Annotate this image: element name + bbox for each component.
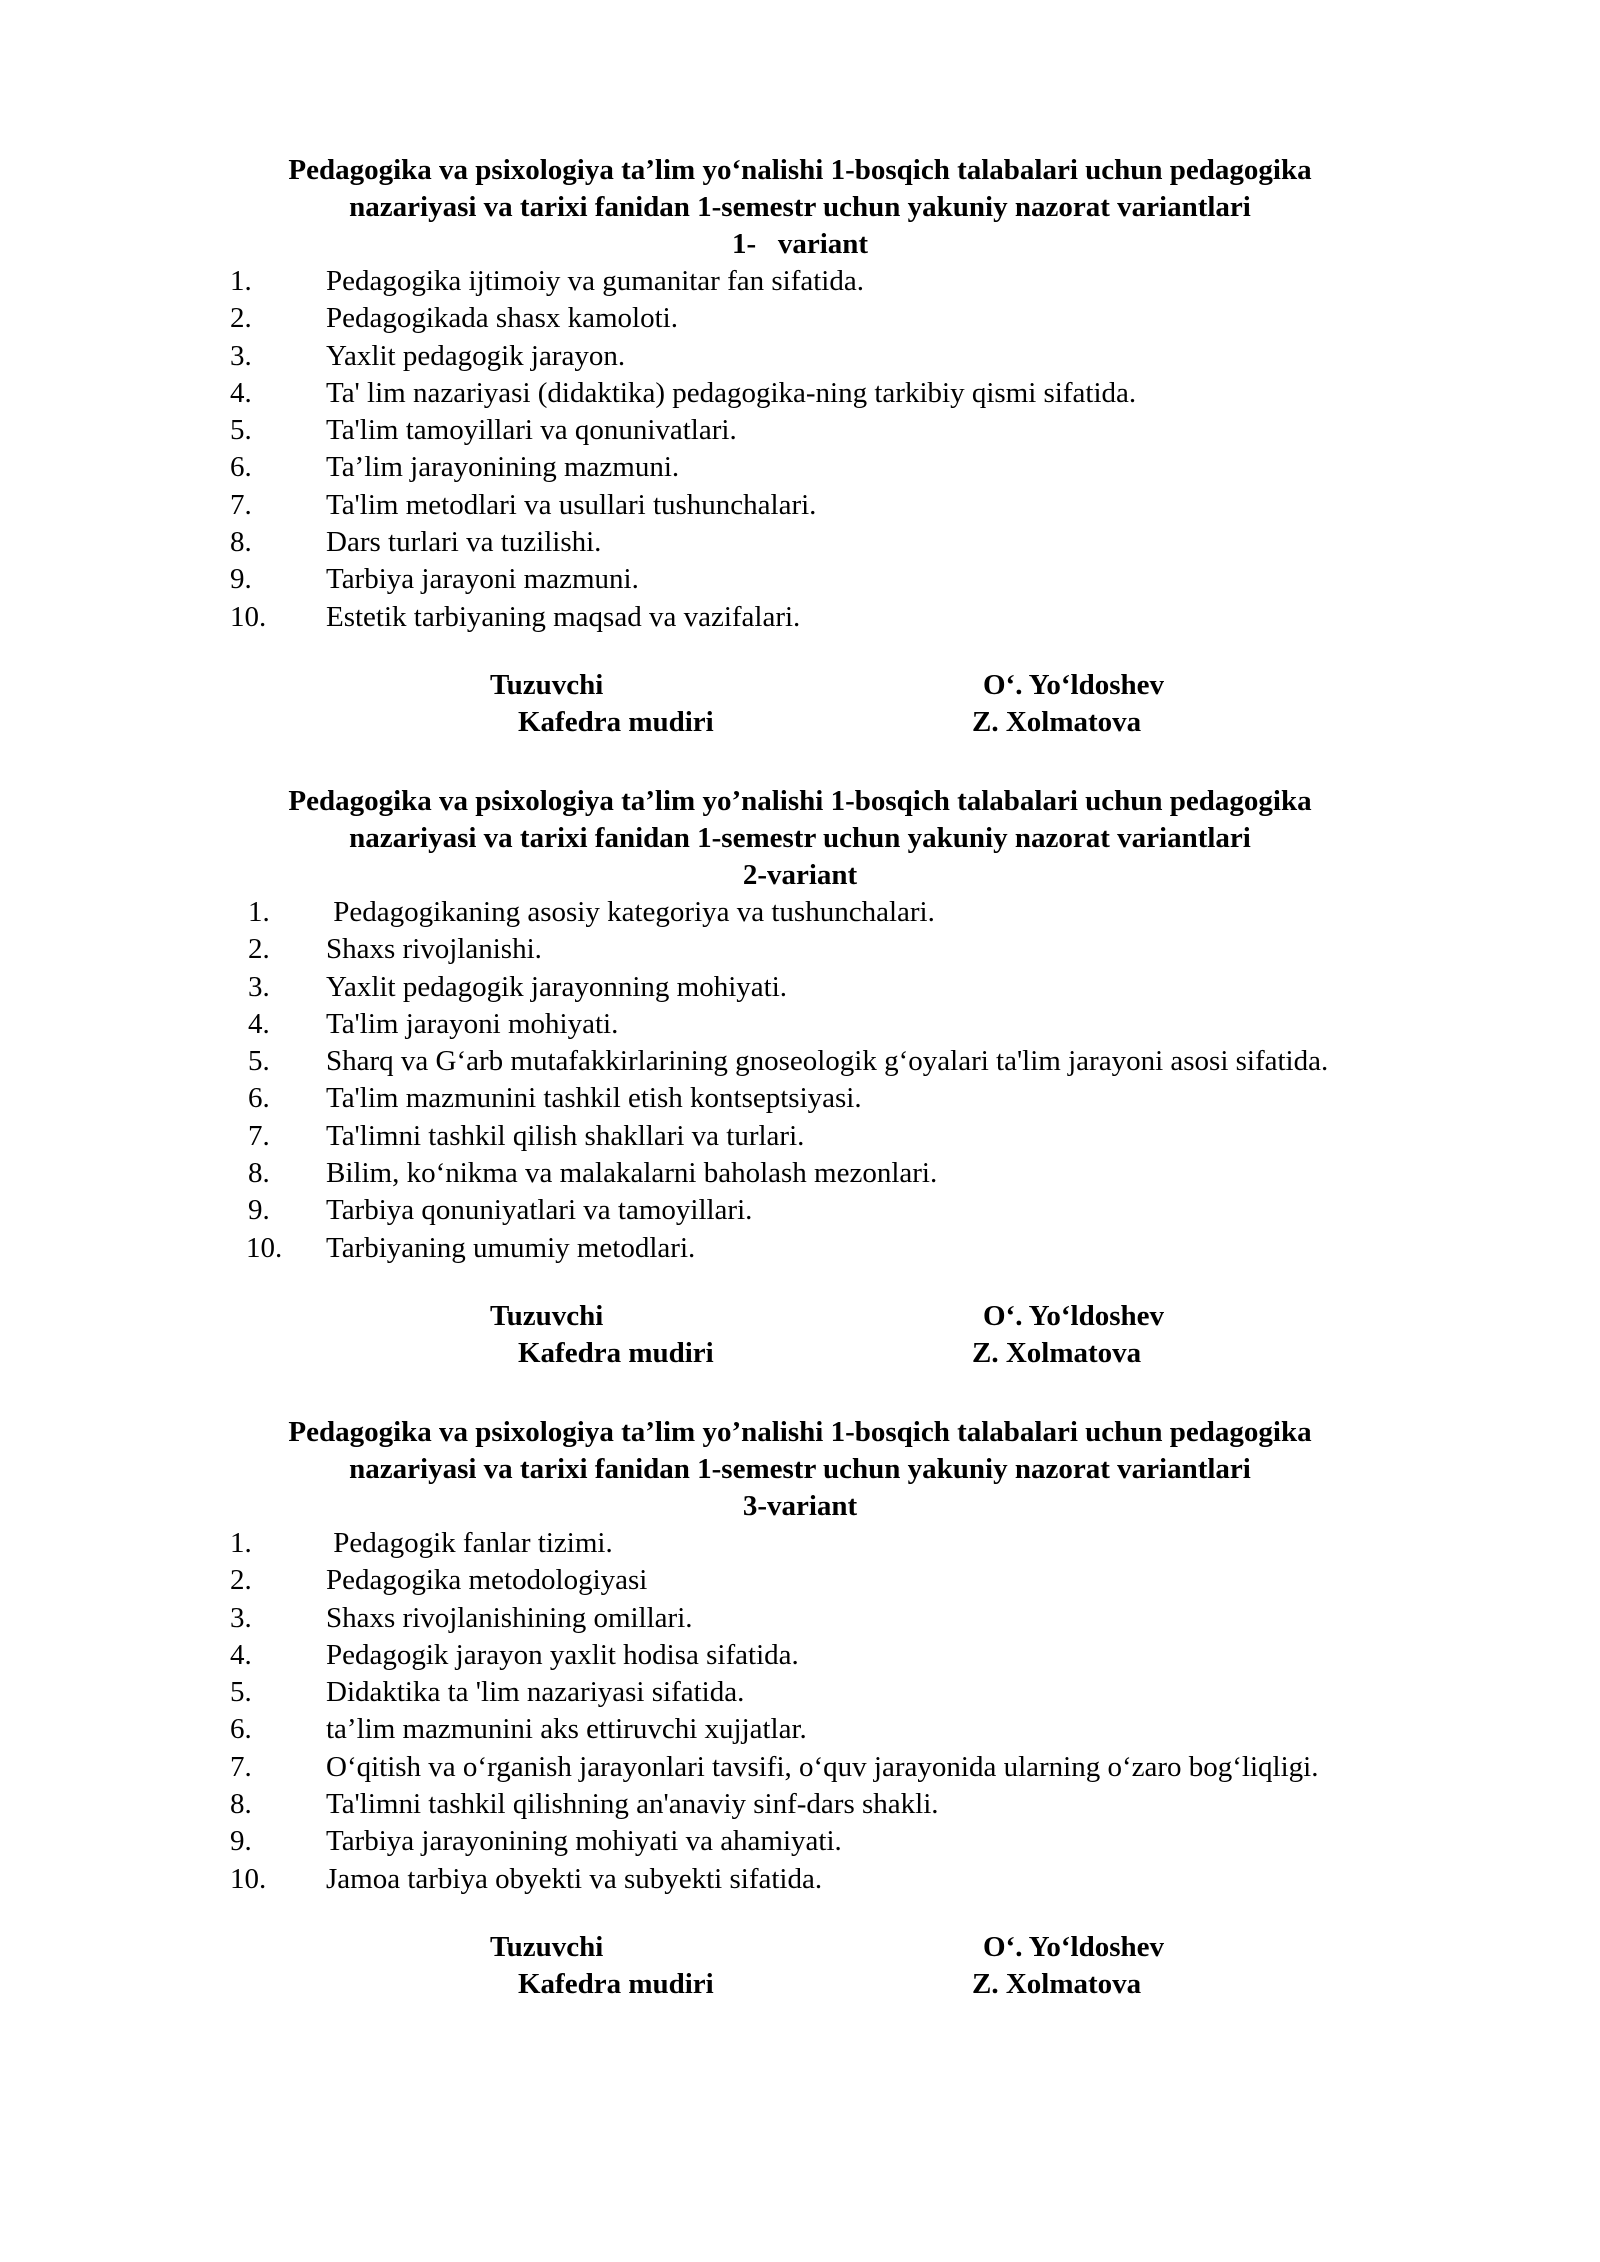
compiler-name: O‘. Yo‘ldoshev bbox=[983, 1931, 1164, 1963]
variant-label: 2-variant bbox=[742, 859, 858, 891]
list-item: 4. Ta'lim jarayoni mohiyati. bbox=[248, 1007, 619, 1040]
list-item: 6. Ta'lim mazmunini tashkil etish kontseptsiyasi. bbox=[248, 1082, 862, 1115]
list-item: 8. Ta'limni tashkil qilishning an'anaviy sinf-dars shakli. bbox=[230, 1788, 939, 1821]
list-item: 5. Didaktika ta 'lim nazariyasi sifatida. bbox=[230, 1676, 745, 1709]
variant-label: 1- variant bbox=[731, 228, 869, 260]
list-item: 6. ta’lim mazmunini aks ettiruvchi xujjatlar. bbox=[230, 1713, 807, 1746]
list-item: 5. Sharq va G‘arb mutafakkirlarining gnoseologik g‘oyalari ta'lim jarayoni asosi sifatida. bbox=[248, 1045, 1329, 1078]
list-item: 2. Pedagogika metodologiyasi bbox=[230, 1564, 648, 1597]
variant-label: 3-variant bbox=[742, 1490, 858, 1522]
heading-line-2: nazariyasi va tarixi fanidan 1-semestr uchun yakuniy nazorat variantlari bbox=[349, 822, 1251, 854]
heading-line-1: Pedagogika va psixologiya ta’lim yo‘nalishi 1-bosqich talabalari uchun pedagogika bbox=[288, 154, 1312, 186]
variant-1-signatures bbox=[0, 667, 1600, 743]
variant-2-signatures bbox=[0, 1298, 1600, 1374]
list-item: 1. Pedagogik fanlar tizimi. bbox=[230, 1527, 613, 1559]
list-item: 9. Tarbiya qonuniyatlari va tamoyillari. bbox=[248, 1194, 753, 1227]
list-item: 1. Pedagogika ijtimoiy va gumanitar fan sifatida. bbox=[230, 265, 864, 297]
variant-2-question-list bbox=[248, 894, 1568, 1267]
heading-line-1: Pedagogika va psixologiya ta’lim yo’nalishi 1-bosqich talabalari uchun pedagogika bbox=[288, 785, 1312, 817]
list-item: 10. Estetik tarbiyaning maqsad va vazifalari. bbox=[230, 600, 801, 633]
list-item: 6. Ta’lim jarayonining mazmuni. bbox=[230, 451, 680, 484]
variant-1-section bbox=[0, 152, 1600, 738]
variant-1-heading bbox=[0, 152, 1600, 263]
variant-3-heading bbox=[0, 1414, 1600, 1525]
variant-3-question-list bbox=[230, 1525, 1570, 1898]
compiler-label: Tuzuvchi bbox=[490, 1300, 604, 1332]
list-item: 3. Shaxs rivojlanishining omillari. bbox=[230, 1601, 693, 1634]
department-head-label: Kafedra mudiri bbox=[518, 1337, 714, 1369]
variant-3-section bbox=[0, 1414, 1600, 2000]
list-item: 4. Pedagogik jarayon yaxlit hodisa sifatida. bbox=[230, 1638, 799, 1671]
list-item: 3. Yaxlit pedagogik jarayon. bbox=[230, 339, 626, 372]
list-item: 8. Bilim, ko‘nikma va malakalarni baholash mezonlari. bbox=[248, 1157, 938, 1190]
list-item: 2. Pedagogikada shasx kamoloti. bbox=[230, 302, 678, 335]
list-item: 4. Ta' lim nazariyasi (didaktika) pedagogika-ning tarkibiy qismi sifatida. bbox=[230, 376, 1137, 409]
department-head-name: Z. Xolmatova bbox=[972, 1968, 1142, 2000]
department-head-name: Z. Xolmatova bbox=[972, 706, 1142, 738]
variant-3-signatures bbox=[0, 1929, 1600, 2005]
compiler-name: O‘. Yo‘ldoshev bbox=[983, 669, 1164, 701]
heading-line-2: nazariyasi va tarixi fanidan 1-semestr uchun yakuniy nazorat variantlari bbox=[349, 191, 1251, 223]
list-item: 3. Yaxlit pedagogik jarayonning mohiyati. bbox=[248, 970, 787, 1003]
list-item: 9. Tarbiya jarayonining mohiyati va ahamiyati. bbox=[230, 1825, 842, 1858]
list-item: 10. Jamoa tarbiya obyekti va subyekti sifatida. bbox=[230, 1862, 823, 1895]
compiler-label: Tuzuvchi bbox=[490, 669, 604, 701]
list-item: 9. Tarbiya jarayoni mazmuni. bbox=[230, 563, 639, 596]
list-item: 2. Shaxs rivojlanishi. bbox=[248, 933, 542, 966]
department-head-label: Kafedra mudiri bbox=[518, 1968, 714, 2000]
variant-1-question-list bbox=[230, 263, 1530, 636]
variant-2-section bbox=[0, 783, 1600, 1369]
department-head-label: Kafedra mudiri bbox=[518, 706, 714, 738]
heading-line-2: nazariyasi va tarixi fanidan 1-semestr uchun yakuniy nazorat variantlari bbox=[349, 1453, 1251, 1485]
list-item: 7. Ta'limni tashkil qilish shakllari va turlari. bbox=[248, 1119, 805, 1152]
list-item: 1. Pedagogikaning asosiy kategoriya va tushunchalari. bbox=[248, 896, 935, 928]
list-item: 7. Ta'lim metodlari va usullari tushunchalari. bbox=[230, 488, 817, 521]
compiler-label: Tuzuvchi bbox=[490, 1931, 604, 1963]
list-item: 10. Tarbiyaning umumiy metodlari. bbox=[246, 1231, 696, 1264]
list-item: 7. O‘qitish va o‘rganish jarayonlari tavsifi, o‘quv jarayonida ularning o‘zaro bog‘liqligi. bbox=[230, 1750, 1319, 1783]
compiler-name: O‘. Yo‘ldoshev bbox=[983, 1300, 1164, 1332]
heading-line-1: Pedagogika va psixologiya ta’lim yo’nalishi 1-bosqich talabalari uchun pedagogika bbox=[288, 1416, 1312, 1448]
department-head-name: Z. Xolmatova bbox=[972, 1337, 1142, 1369]
list-item: 5. Ta'lim tamoyillari va qonunivatlari. bbox=[230, 414, 737, 447]
variant-2-heading bbox=[0, 783, 1600, 894]
list-item: 8. Dars turlari va tuzilishi. bbox=[230, 526, 602, 559]
